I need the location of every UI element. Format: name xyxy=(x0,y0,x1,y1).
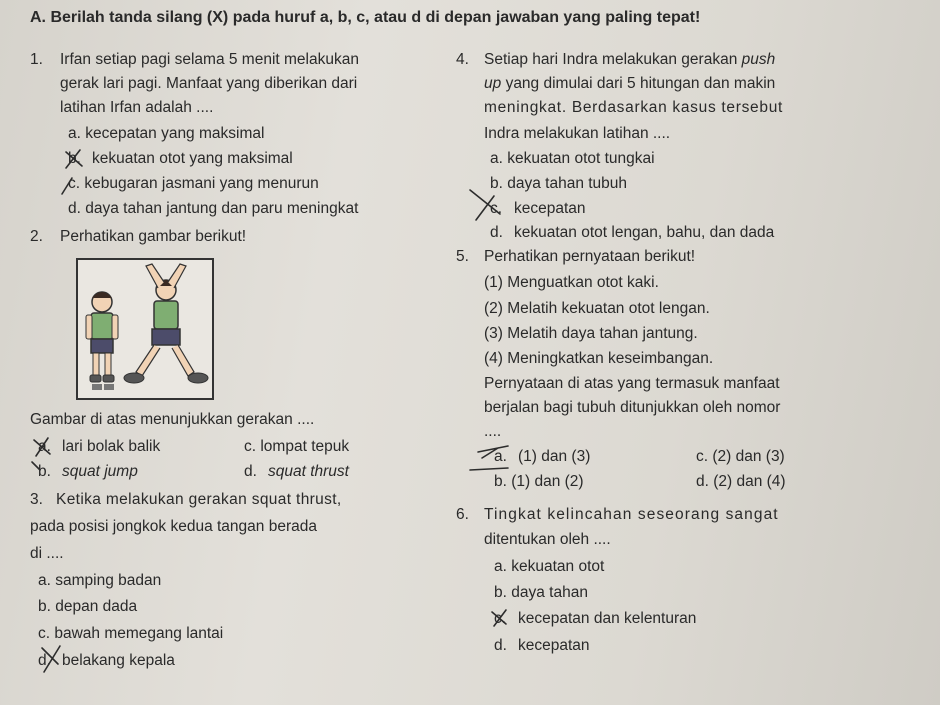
q2-option-a-letter[interactable]: a. xyxy=(38,438,51,455)
q2-prompt: Perhatikan gambar berikut! xyxy=(60,228,247,245)
q6-option-a[interactable]: a. kekuatan otot xyxy=(494,558,605,575)
q4-line-1-text: Setiap hari Indra melakukan gerakan xyxy=(484,51,738,68)
q5-statement-1: (1) Menguatkan otot kaki. xyxy=(484,274,659,291)
q6-option-c[interactable]: kecepatan dan kelenturan xyxy=(518,610,697,627)
q4-option-d[interactable]: kekuatan otot lengan, bahu, dan dada xyxy=(514,224,775,241)
underline-mark-icon-q5 xyxy=(470,468,508,470)
q5-question-line-2: berjalan bagi tubuh ditunjukkan oleh nomor xyxy=(484,399,781,416)
q4-line-4: Indra melakukan latihan .... xyxy=(484,125,671,142)
q4-option-c[interactable]: kecepatan xyxy=(514,200,586,217)
q5-option-d[interactable]: d. (2) dan (4) xyxy=(696,473,786,490)
slash-mark-icon-q1 xyxy=(62,178,72,194)
q2-option-b-letter[interactable]: b. xyxy=(38,463,51,480)
q6-option-d-letter[interactable]: d. xyxy=(494,637,507,654)
q5-prompt: Perhatikan pernyataan berikut! xyxy=(484,248,696,265)
q5-statement-4: (4) Meningkatkan keseimbangan. xyxy=(484,350,714,367)
q3-option-a[interactable]: a. samping badan xyxy=(38,572,162,589)
q4-option-d-letter[interactable]: d. xyxy=(490,224,503,241)
q1-option-a[interactable]: a. kecepatan yang maksimal xyxy=(68,125,265,142)
q1-line-3: latihan Irfan adalah .... xyxy=(60,99,214,116)
q6-option-c-letter[interactable]: c. xyxy=(494,610,507,627)
q6-option-d[interactable]: kecepatan xyxy=(518,637,590,654)
q1-option-b[interactable]: kekuatan otot yang maksimal xyxy=(92,150,293,167)
q2-option-d[interactable]: squat thrust xyxy=(268,463,349,480)
q5-question-line-1: Pernyataan di atas yang termasuk manfaat xyxy=(484,375,780,392)
q2-option-d-letter[interactable]: d. xyxy=(244,463,257,480)
q4-option-a[interactable]: a. kekuatan otot tungkai xyxy=(490,150,655,167)
q4-line-3: meningkat. Berdasarkan kasus tersebut xyxy=(484,99,784,116)
q1-option-c[interactable]: c. kebugaran jasmani yang menurun xyxy=(68,175,319,192)
q2-option-c[interactable]: c. lompat tepuk xyxy=(244,438,350,455)
cross-mark-icon-q2 xyxy=(34,438,50,456)
q1-option-b-letter[interactable]: b. xyxy=(68,150,81,167)
cross-mark-icon-q6 xyxy=(492,610,506,626)
cross-mark-icon-q4 xyxy=(470,190,503,220)
q1-line-2: gerak lari pagi. Manfaat yang diberikan dari xyxy=(60,75,358,92)
q3-line-1: Ketika melakukan gerakan squat thrust, xyxy=(56,491,342,508)
q6-option-b[interactable]: b. daya tahan xyxy=(494,584,588,601)
instruction-heading: A. Berilah tanda silang (X) pada huruf a, b, c, atau d di depan jawaban yang paling tepat! xyxy=(30,9,701,26)
q5-option-b[interactable]: b. (1) dan (2) xyxy=(494,473,584,490)
q3-option-d[interactable]: belakang kepala xyxy=(62,652,175,669)
q6-line-1: Tingkat kelincahan seseorang sangat xyxy=(484,506,779,523)
q5-option-a-letter[interactable]: a. xyxy=(494,448,507,465)
q5-statement-3: (3) Melatih daya tahan jantung. xyxy=(484,325,698,342)
q3-option-b[interactable]: b. depan dada xyxy=(38,598,138,615)
q4-line-2-text: yang dimulai dari 5 hitungan dan makin xyxy=(505,75,776,92)
q5-option-c[interactable]: c. (2) dan (3) xyxy=(696,448,785,465)
q2-number: 2. xyxy=(30,228,43,245)
q2-option-a[interactable]: lari bolak balik xyxy=(62,438,161,455)
q3-option-c[interactable]: c. bawah memegang lantai xyxy=(38,625,224,642)
q1-number: 1. xyxy=(30,51,43,68)
q4-option-b[interactable]: b. daya tahan tubuh xyxy=(490,175,628,192)
q5-question-line-3: .... xyxy=(484,423,502,440)
cross-mark-icon-q5 xyxy=(478,446,508,458)
q1-line-1: Irfan setiap pagi selama 5 menit melakukan xyxy=(60,51,359,68)
q3-line-3: di .... xyxy=(30,545,64,562)
q5-option-a[interactable]: (1) dan (3) xyxy=(518,448,591,465)
q3-line-2: pada posisi jongkok kedua tangan berada xyxy=(30,518,317,535)
q6-number: 6. xyxy=(456,506,469,523)
q1-option-d[interactable]: d. daya tahan jantung dan paru meningkat xyxy=(68,200,359,217)
q3-number: 3. xyxy=(30,491,43,508)
q5-number: 5. xyxy=(456,248,469,265)
q3-option-d-letter[interactable]: d. xyxy=(38,652,51,669)
cross-mark-icon-q3 xyxy=(42,646,60,672)
q2-caption: Gambar di atas menunjukkan gerakan .... xyxy=(30,411,315,428)
q4-up-word: up xyxy=(484,75,502,92)
q4-number: 4. xyxy=(456,51,469,68)
tick-mark-icon-q2 xyxy=(32,462,40,470)
q4-option-c-letter[interactable]: c. xyxy=(490,200,503,217)
q6-line-2: ditentukan oleh .... xyxy=(484,531,611,548)
q5-statement-2: (2) Melatih kekuatan otot lengan. xyxy=(484,300,710,317)
cross-mark-icon-q1 xyxy=(66,150,82,168)
q2-option-b[interactable]: squat jump xyxy=(62,463,138,480)
q4-push-word: push xyxy=(741,51,776,68)
